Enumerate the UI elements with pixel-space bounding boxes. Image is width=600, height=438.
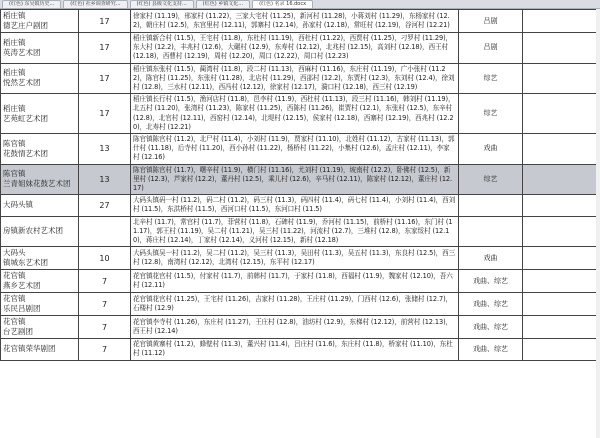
village-count-cell: 27	[79, 195, 131, 216]
troupe-name-cell: 房镇新农村艺术团	[1, 216, 79, 247]
vertical-scrollbar[interactable]	[596, 9, 600, 438]
empty-cell	[523, 134, 597, 165]
empty-cell	[523, 63, 597, 94]
troupe-name-cell: 稻庄镇 英涛艺术团	[1, 33, 79, 64]
village-count-cell: 7	[79, 293, 131, 316]
village-count-cell: 17	[79, 63, 131, 94]
table-row	[1, 10, 597, 33]
troupe-name-cell: 大码头镇	[1, 195, 79, 216]
performance-type-cell: 戏曲、综艺	[459, 293, 523, 316]
village-count-cell: 13	[79, 164, 131, 195]
village-count-cell: 17	[79, 94, 131, 134]
empty-cell	[523, 164, 597, 195]
village-schedule-cell: 稻庄镇东张村 (11.5)，蔺湾村 (11.8)，段二村 (11.13)，西麻村 (11.16)，东庄村 (11.19)，广小张村 (11.22)，陈官村 (11.25)，东张村 (11.28)，北店村 (11.29)，西邵村 (12.2)，东贾村 (12.3)，东刘村 (12.4)，徐刘村 (12.8)，三水村 (12.11)，西冯村 (12.12)，徐家村 (12.17)，漪口村 (12.18)，西三村 (12.19)	[131, 63, 459, 94]
performance-type-cell: 吕剧	[459, 33, 523, 64]
performance-type-cell: 吕剧	[459, 10, 523, 33]
table-row	[1, 339, 597, 360]
village-schedule-cell: 大码头镇吴一村 (11.2)，吴二村 (11.2)，吴三村 (11.3)，吴田村 (11.3)，吴五村 (11.3)，东良村 (12.5)，西三村 (12.8)，南湾村 (12.12)，北湾村 (12.15)，东平村 (12.17)	[131, 247, 459, 270]
performance-type-cell: 戏曲	[459, 247, 523, 270]
performance-schedule-table	[0, 9, 597, 361]
troupe-name-cell: 稻庄镇 悦然艺术团	[1, 63, 79, 94]
performance-type-cell: 戏曲	[459, 134, 523, 165]
village-schedule-cell: 徐家村 (11.19)，邢家村 (11.22)，三家大宅村 (11.25)，新河村 (11.28)，小蒋刘村 (11.29)，东杨家村 (12.2)，朝庄村 (12.5)，东宫里村 (12.11)，郭寨村 (12.14)，孙家村 (12.18)，常旺村 (12.19)，谷河村 (12.21)	[131, 10, 459, 33]
performance-type-cell: 戏曲、综艺	[459, 270, 523, 293]
village-count-cell: 7	[79, 316, 131, 339]
table-row	[1, 293, 597, 316]
table-row	[1, 63, 597, 94]
document-page	[0, 9, 600, 438]
empty-cell	[523, 316, 597, 339]
table-row	[1, 134, 597, 165]
troupe-name-cell: 陈官镇 花鼓情艺术团	[1, 134, 79, 165]
empty-cell	[523, 270, 597, 293]
table-row	[1, 247, 597, 270]
village-schedule-cell: 陈官镇陈官村 (11.7)，曙辛村 (11.9)，横门村 (11.16)，尤刘村 (11.19)，坡南村 (12.2)，卧佛村 (12.5)，新里村 (12.3)，芦家村 (12.2)，董丹村 (12.5)，乘儿村 (12.6)，辛马村 (12.11)，陈家村 (12.12)，董庄村 (12.17)	[131, 164, 459, 195]
performance-type-cell: 综艺	[459, 63, 523, 94]
village-schedule-cell: 北辛村 (11.7)，常官村 (11.7)，菲营村 (11.8)，石碑村 (11.9)，乔河村 (11.15)，前桥村 (11.16)，东门村 (11.17)，郭王村 (11.19)，吴二村 (11.21)，吴三村 (11.22)，河流村 (12.7)，三堆村 (12.8)，东家绥村 (12.10)，蒋庄村 (12.14)，丁家村 (12.14)，义河村 (12.15)，新村 (12.18)	[131, 216, 459, 247]
village-count-cell: 7	[79, 270, 131, 293]
table-row	[1, 316, 597, 339]
table-row	[1, 216, 597, 247]
performance-type-cell: 综艺	[459, 94, 523, 134]
empty-cell	[523, 94, 597, 134]
table-row	[1, 164, 597, 195]
troupe-name-cell: 花官镇 燕乡艺术团	[1, 270, 79, 293]
empty-cell	[523, 195, 597, 216]
document-tab[interactable]: (红色) 东吴镇历史...	[2, 0, 61, 8]
village-schedule-cell: 大码头镇码一村 (11.2)，码二村 (11.2)，码三村 (11.3)，码四村 (11.4)，码七村 (11.4)，小刘村 (11.4)，西刘村 (11.5)，东洪桥村 (11.5)，西河口村 (11.5)，东河口村 (11.5)	[131, 195, 459, 216]
table-row	[1, 33, 597, 64]
performance-type-cell	[459, 216, 523, 247]
troupe-name-cell: 花官镇荣华剧团	[1, 339, 79, 360]
empty-cell	[523, 247, 597, 270]
empty-cell	[523, 33, 597, 64]
troupe-name-cell: 大码头 镇城东艺术团	[1, 247, 79, 270]
village-count-cell: 17	[79, 10, 131, 33]
document-tab[interactable]: (红色) 县级文化支持...	[130, 0, 194, 8]
table-row	[1, 270, 597, 293]
table-row	[1, 195, 597, 216]
troupe-name-cell: 花官镇 乐民吕剧团	[1, 293, 79, 316]
performance-type-cell: 戏曲、综艺	[459, 339, 523, 360]
empty-cell	[523, 216, 597, 247]
performance-type-cell	[459, 195, 523, 216]
village-schedule-cell: 花官镇李寺村 (11.26)，东庄村 (11.27)，王庄村 (12.8)，油坊村 (12.9)，东梯村 (12.12)，前营村 (12.13)，西王村 (12.14)	[131, 316, 459, 339]
empty-cell	[523, 293, 597, 316]
village-schedule-cell: 稻庄镇新合村 (11.5)，王宅村 (11.8)，东杜村 (11.19)，西杜村 (11.22)，西贾村 (11.25)，刁罗村 (11.29)，东大村 (12.2)，丰兆村 (12.6)，大碾村 (12.9)，东寿村 (12.12)，北兆村 (12.15)，高刘村 (12.18)，西王村 (12.18)，西曹村 (12.19)，周村 (12.20)，周口 (12.22)，周口村 (12.23)	[131, 33, 459, 64]
troupe-name-cell: 稻庄镇 艺苑虹艺术团	[1, 94, 79, 134]
village-count-cell	[79, 216, 131, 247]
village-schedule-cell: 稻庄镇长行村 (11.5)，渔河店村 (11.8)，邑李村 (11.9)，西杜村 (11.13)，段三村 (11.16)，韩刘村 (11.19)，北五村 (11.20)，张湾村 (11.23)，陈家村 (11.25)，西陈村 (11.26)，崔贾村 (12.1)，东张村 (12.5)，东辛村 (12.8)，北官村 (12.11)，西窑村 (12.14)，北堤村 (12.15)，侯家村 (12.18)，西寨村 (12.19)，西兆村 (12.20)，北寿村 (12.21)	[131, 94, 459, 134]
performance-type-cell: 综艺	[459, 164, 523, 195]
document-tab[interactable]: (红色) 社乡调查研究...	[63, 0, 127, 8]
empty-cell	[523, 10, 597, 33]
document-tab-active[interactable]: (红色) 名录 16.docx	[252, 0, 313, 8]
village-count-cell: 7	[79, 339, 131, 360]
village-schedule-cell: 花官镇黄寨村 (11.2)，蜂壁村 (11.3)，董兴村 (11.4)，吕庄村 (11.6)，东庄村 (11.8)，桥家村 (11.10)，东杜村 (11.12)	[131, 339, 459, 360]
village-count-cell: 13	[79, 134, 131, 165]
village-schedule-cell: 花官镇花官村 (11.25)，王宅村 (11.26)，吉家村 (11.28)，王庄村 (11.29)，门西村 (12.6)，张储村 (12.7)，石楼村 (12.9)	[131, 293, 459, 316]
table-row	[1, 94, 597, 134]
troupe-name-cell: 稻庄镇 德艺庄户剧团	[1, 10, 79, 33]
village-count-cell: 10	[79, 247, 131, 270]
empty-cell	[523, 339, 597, 360]
troupe-name-cell: 花官镇 台艺剧团	[1, 316, 79, 339]
troupe-name-cell: 陈官镇 兰青姐妹花鼓艺术团	[1, 164, 79, 195]
village-schedule-cell: 陈官镇陈官村 (11.2)，北尸村 (11.4)，小刘村 (11.9)，贾家村 (11.10)，北姓村 (11.12)，古家村 (11.13)，郭什村 (11.18)，后寺村 (11.20)，西小孙村 (11.22)，杨桥村 (11.22)，小集村 (12.6)，孟庄村 (12.11)，李家村 (12.16)	[131, 134, 459, 165]
document-tab[interactable]: (红色) 乡镇文化...	[196, 0, 250, 8]
village-count-cell: 17	[79, 33, 131, 64]
village-schedule-cell: 花官镇花官村 (11.5)，付家村 (11.7)，前韩村 (11.7)，于家村 (11.8)，西福村 (11.9)，魏家村 (12.10)，吾六村 (12.11)	[131, 270, 459, 293]
document-tab-bar	[0, 0, 600, 9]
performance-type-cell: 戏曲、综艺	[459, 316, 523, 339]
